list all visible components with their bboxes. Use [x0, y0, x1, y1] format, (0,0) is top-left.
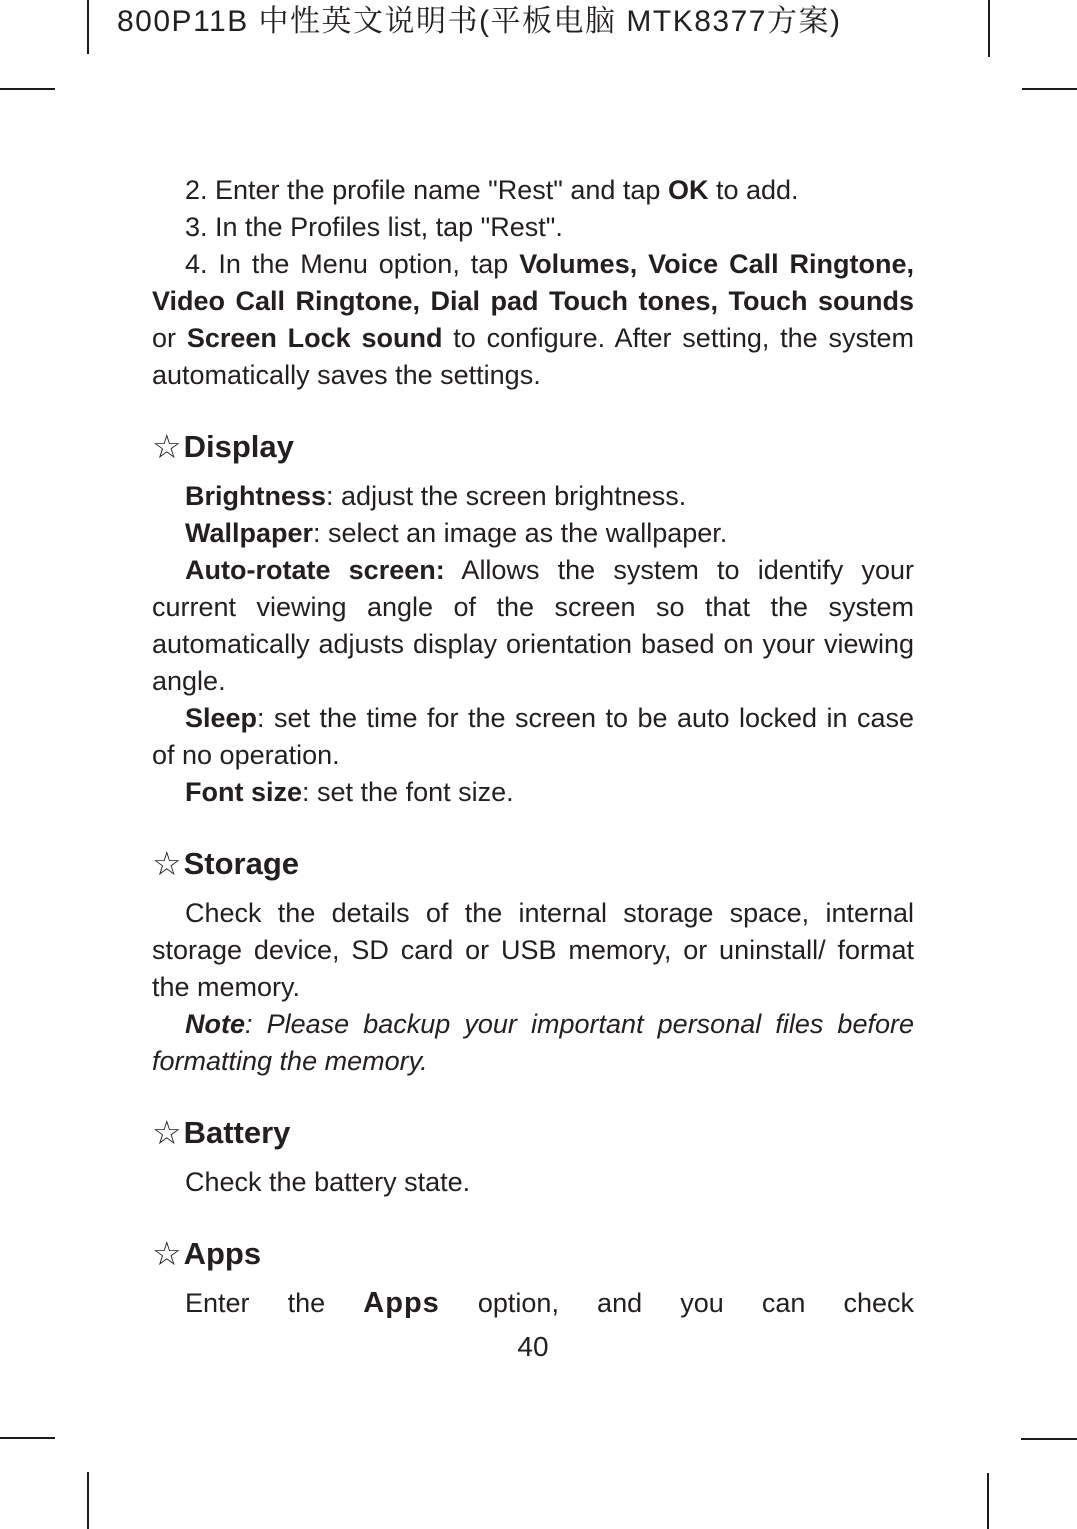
display-brightness-paragraph [152, 478, 914, 515]
bold-run-font-size: Font size [185, 777, 303, 807]
text-run: : set the font size. [302, 777, 514, 807]
section-heading-storage [152, 841, 914, 887]
section-title: Battery [183, 1115, 291, 1150]
crop-mark-top-right-vertical [988, 0, 990, 57]
bold-italic-run-note: Note [185, 1009, 245, 1039]
crop-mark-bottom-right-vertical [987, 1473, 989, 1529]
crop-mark-bottom-left-horizontal [0, 1437, 55, 1439]
text-run: Check the battery state. [185, 1167, 471, 1197]
section-title: Display [183, 429, 294, 464]
crop-mark-bottom-right-horizontal [1021, 1438, 1077, 1440]
text-run: or [152, 323, 187, 353]
storage-note-paragraph [152, 1006, 914, 1080]
text-run: Check the details of the internal storage space, internal storage device, SD card or USB memory, or uninstall/ format the memory. [152, 898, 914, 1002]
storage-body-paragraph [152, 895, 914, 1006]
section-heading-apps [152, 1231, 914, 1277]
document-header [117, 4, 841, 40]
crop-mark-top-right-horizontal [1022, 88, 1077, 90]
star-icon: ☆ [152, 844, 182, 883]
crop-mark-top-left-vertical [87, 0, 89, 54]
page-number: 40 [517, 1331, 549, 1362]
bold-run-screen-lock-sound: Screen Lock sound [186, 323, 443, 353]
crop-mark-top-left-horizontal [0, 88, 55, 90]
section-title: Apps [183, 1236, 262, 1271]
document-title: 800P11B 中性英文说明书(平板电脑 MTK8377方案) [117, 5, 842, 38]
bold-run-auto-rotate: Auto-rotate screen: [185, 555, 445, 585]
page-content [152, 172, 914, 1322]
text-run: option, and you can check [439, 1288, 915, 1318]
text-run: Enter the [185, 1288, 364, 1318]
bold-run-wallpaper: Wallpaper [185, 518, 314, 548]
bold-run-sleep: Sleep [185, 703, 258, 733]
text-run: 2. Enter the profile name "Rest" and tap [185, 175, 668, 205]
text-run: Allows the system to identify your current viewing angle of the screen so that the system automatically adjusts display orientation based on your viewing angle. [152, 555, 915, 696]
text-run: : set the time for the screen to be auto locked in case of no operation. [152, 703, 914, 770]
text-run: : Please backup your important personal files before formatting the memory. [152, 1009, 914, 1076]
bold-run-apps: Apps [363, 1287, 440, 1319]
display-auto-rotate-paragraph [152, 552, 914, 700]
section-title: Storage [183, 846, 300, 881]
step-3-paragraph [152, 209, 914, 246]
display-font-size-paragraph [152, 774, 914, 811]
battery-body-paragraph [152, 1164, 914, 1201]
text-run: 4. In the Menu option, tap [185, 249, 520, 279]
step-2-paragraph [152, 172, 914, 209]
star-icon: ☆ [152, 427, 182, 466]
section-heading-battery [152, 1110, 914, 1156]
apps-body-paragraph [152, 1285, 914, 1322]
text-run: to configure. After setting, the system automatically saves the settings. [152, 323, 914, 390]
text-run: to add. [708, 175, 799, 205]
star-icon: ☆ [152, 1113, 182, 1152]
section-heading-display [152, 424, 914, 470]
text-run: : adjust the screen brightness. [326, 481, 687, 511]
bold-run-menu-items: Volumes, Voice Call Ringtone, Video Call Ringtone, Dial pad Touch tones, Touch sounds [152, 249, 914, 316]
step-4-paragraph [152, 246, 914, 394]
text-run: 3. In the Profiles list, tap "Rest". [185, 212, 563, 242]
bold-run-ok: OK [667, 175, 709, 205]
bold-run-brightness: Brightness [185, 481, 327, 511]
crop-mark-bottom-left-vertical [87, 1472, 89, 1529]
display-sleep-paragraph [152, 700, 914, 774]
text-run: : select an image as the wallpaper. [313, 518, 728, 548]
display-wallpaper-paragraph [152, 515, 914, 552]
star-icon: ☆ [152, 1234, 182, 1273]
